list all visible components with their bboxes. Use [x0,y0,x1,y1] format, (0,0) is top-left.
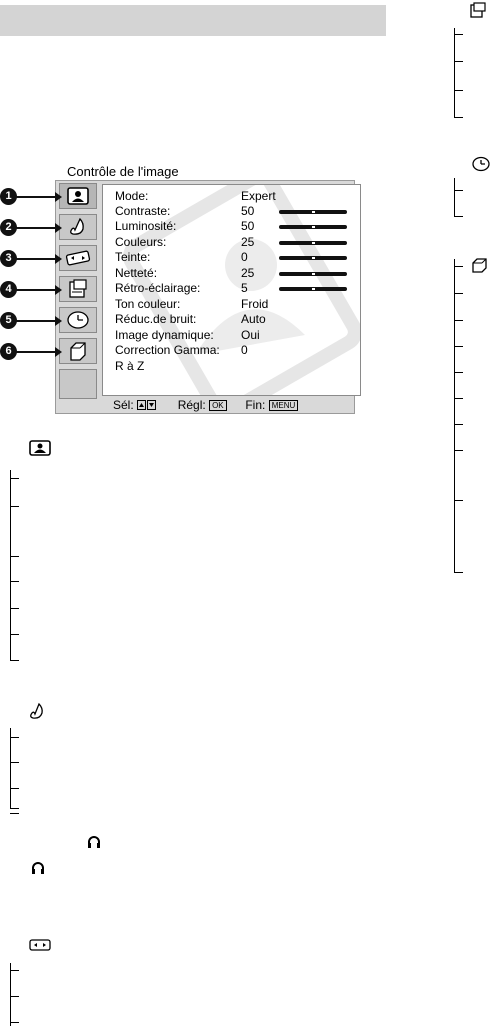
tree-tick [454,372,463,373]
callout-1: 1 [0,188,17,205]
features-icon [470,2,486,18]
tree-tick [454,34,463,35]
callout-2: 2 [0,219,17,236]
tree-tick [10,970,19,971]
menu-value-color-tone: Froid [241,297,269,311]
setup-icon [60,339,96,363]
tab-screen[interactable] [59,245,97,271]
hue-slider[interactable] [279,256,347,260]
features-icon [60,277,96,301]
menu-value-sharpness: 25 [241,266,255,280]
tree-tick [10,608,19,609]
tree-tick [10,506,19,507]
tree-tick [454,266,463,267]
menu-value-colors: 25 [241,235,255,249]
callout-4: 4 [0,281,17,298]
backlight-slider[interactable] [279,287,347,291]
picture-icon [29,440,51,456]
tree-tick [454,398,463,399]
tree-tick [10,556,19,557]
menu-value-backlight: 5 [241,281,248,295]
callout-arrow [16,351,60,353]
menu-value-dynamic-picture: Oui [241,328,260,342]
header-bar [0,5,386,36]
sharpness-slider[interactable] [279,272,347,276]
tab-features[interactable] [59,276,97,302]
menu-row-color-tone[interactable]: Ton couleur: [115,297,181,311]
callout-6: 6 [0,343,17,360]
callout-arrow [16,227,60,229]
callout-arrow [16,258,60,260]
timer-icon [472,156,490,172]
sound-tree [10,728,11,809]
callout-3: 3 [0,250,17,267]
menu-row-dynamic-picture[interactable]: Image dynamique: [115,328,214,342]
tree-tick [10,996,19,997]
menu-row-gamma[interactable]: Correction Gamma: [115,343,220,357]
tree-tick [454,190,463,191]
picture-icon [60,184,96,208]
menu-row-backlight[interactable]: Rétro-éclairage: [115,281,201,295]
tree-tick [454,320,463,321]
sound-icon [29,702,45,720]
sound-icon [60,215,96,239]
timer-tree-line [454,178,455,217]
tree-tick [10,813,19,814]
settings-panel [102,184,361,396]
tree-tick [454,117,463,118]
menu-footer [113,398,298,413]
tree-tick [10,1022,19,1023]
menu-row-noise-reduction[interactable]: Réduc.de bruit: [115,312,197,326]
tree-tick [454,500,463,501]
tree-tick [10,581,19,582]
tree-tick [454,61,463,62]
menu-value-contrast: 50 [241,204,255,218]
menu-value-hue: 0 [241,250,248,264]
tree-tick [10,634,19,635]
up-down-keys-icon [137,399,157,413]
tree-tick [454,450,463,451]
contrast-slider[interactable] [279,210,347,214]
tree-tick [10,660,19,661]
tree-tick [10,788,19,789]
picture-tree-line [10,470,11,661]
menu-row-reset[interactable]: R à Z [115,359,145,373]
tree-tick [10,762,19,763]
callout-arrow [16,289,60,291]
timer-icon [60,308,96,332]
exit-label: Fin: [245,398,266,412]
setup-tree-line [454,259,455,573]
menu-value-brightness: 50 [241,219,255,233]
tab-picture[interactable] [59,183,97,209]
tree-tick [454,346,463,347]
menu-row-contrast[interactable]: Contraste: [115,204,171,218]
tab-timer[interactable] [59,307,97,333]
tree-tick [454,424,463,425]
tree-tick [454,293,463,294]
menu-row-colors[interactable]: Couleurs: [115,235,167,249]
tree-tick [454,90,463,91]
menu-value-mode: Expert [241,189,276,203]
tree-tick [10,808,19,809]
brightness-slider[interactable] [279,225,347,229]
menu-value-noise-reduction: Auto [241,312,266,326]
ok-key: OK [209,400,227,411]
tree-tick [454,216,463,217]
tree-tick [454,572,463,573]
menu-row-brightness[interactable]: Luminosité: [115,219,177,233]
tab-sound[interactable] [59,214,97,240]
callout-5: 5 [0,312,17,329]
adjust-label: Régl: [177,398,206,412]
select-label: Sél: [113,398,134,412]
callout-arrow [16,196,60,198]
menu-row-sharpness[interactable]: Netteté: [115,266,158,280]
colors-slider[interactable] [279,241,347,245]
tab-setup[interactable] [59,338,97,364]
menu-title: Contrôle de l'image [67,164,179,179]
menu-value-gamma: 0 [241,343,248,357]
headphone-icon [87,835,101,849]
menu-row-mode[interactable]: Mode: [115,189,149,203]
screen-icon [60,246,96,270]
setup-icon [472,257,488,273]
screen-icon [29,938,51,952]
callout-arrow [16,320,60,322]
tree-tick [10,478,19,479]
features-tree-line [454,28,455,118]
screen-tree-line [10,963,11,1026]
headphone-icon [31,861,45,875]
menu-key: MENU [269,400,299,411]
menu-row-hue[interactable]: Teinte: [115,250,151,264]
tab-blank [59,369,97,399]
tree-tick [10,737,19,738]
